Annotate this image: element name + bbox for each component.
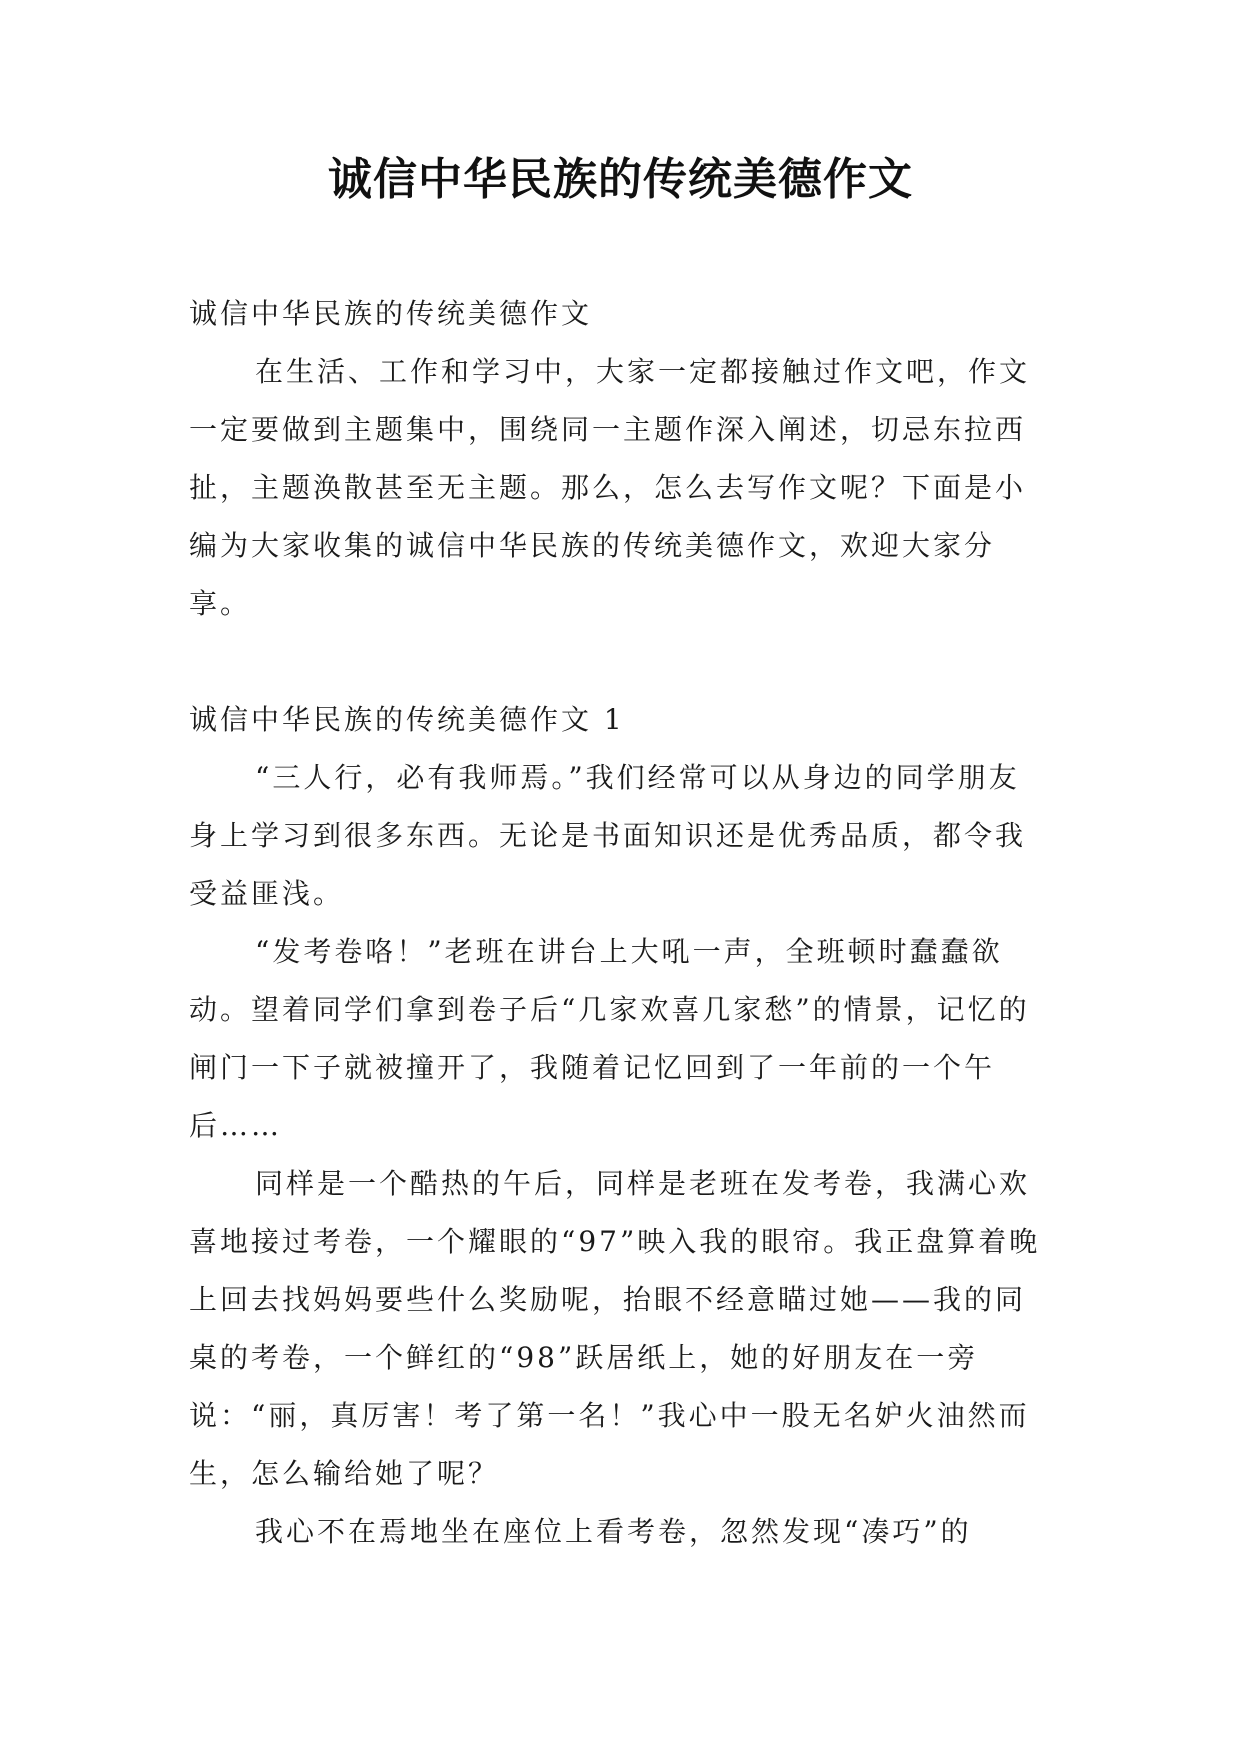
intro-heading: 诚信中华民族的传统美德作文 bbox=[189, 297, 593, 330]
essay-1-paragraph: 我心不在焉地坐在座位上看考卷，忽然发现“凑巧”的 bbox=[255, 1515, 972, 1548]
section-spacer bbox=[189, 633, 1049, 691]
essay-1-heading: 诚信中华民族的传统美德作文 1 bbox=[189, 703, 625, 736]
document-body bbox=[189, 285, 1049, 1561]
page-title: 诚信中华民族的传统美德作文 bbox=[328, 154, 913, 205]
essay-1-paragraph: “发考卷咯！”老班在讲台上大吼一声，全班顿时蠢蠢欲动。望着同学们拿到卷子后“几家欢喜几家愁”的情景，记忆的闸门一下子就被撞开了，我随着记忆回到了一年前的一个午后…… bbox=[189, 935, 1030, 1142]
essay-1-paragraph: 同样是一个酷热的午后，同样是老班在发考卷，我满心欢喜地接过考卷，一个耀眼的“97”映入我的眼帘。我正盘算着晚上回去找妈妈要些什么奖励呢，抬眼不经意瞄过她——我的同桌的考卷，一个鲜红的“98”跃居纸上，她的好朋友在一旁说：“丽，真厉害！考了第一名！”我心中一股无名妒火油然而生，怎么输给她了呢？ bbox=[189, 1167, 1041, 1490]
intro-paragraph: 在生活、工作和学习中，大家一定都接触过作文吧，作文一定要做到主题集中，围绕同一主题作深入阐述，切忌东拉西扯，主题涣散甚至无主题。那么，怎么去写作文呢？下面是小编为大家收集的诚信中华民族的传统美德作文，欢迎大家分享。 bbox=[189, 355, 1031, 620]
essay-1-paragraph: “三人行，必有我师焉。”我们经常可以从身边的同学朋友身上学习到很多东西。无论是书面知识还是优秀品质，都令我受益匪浅。 bbox=[189, 761, 1027, 910]
